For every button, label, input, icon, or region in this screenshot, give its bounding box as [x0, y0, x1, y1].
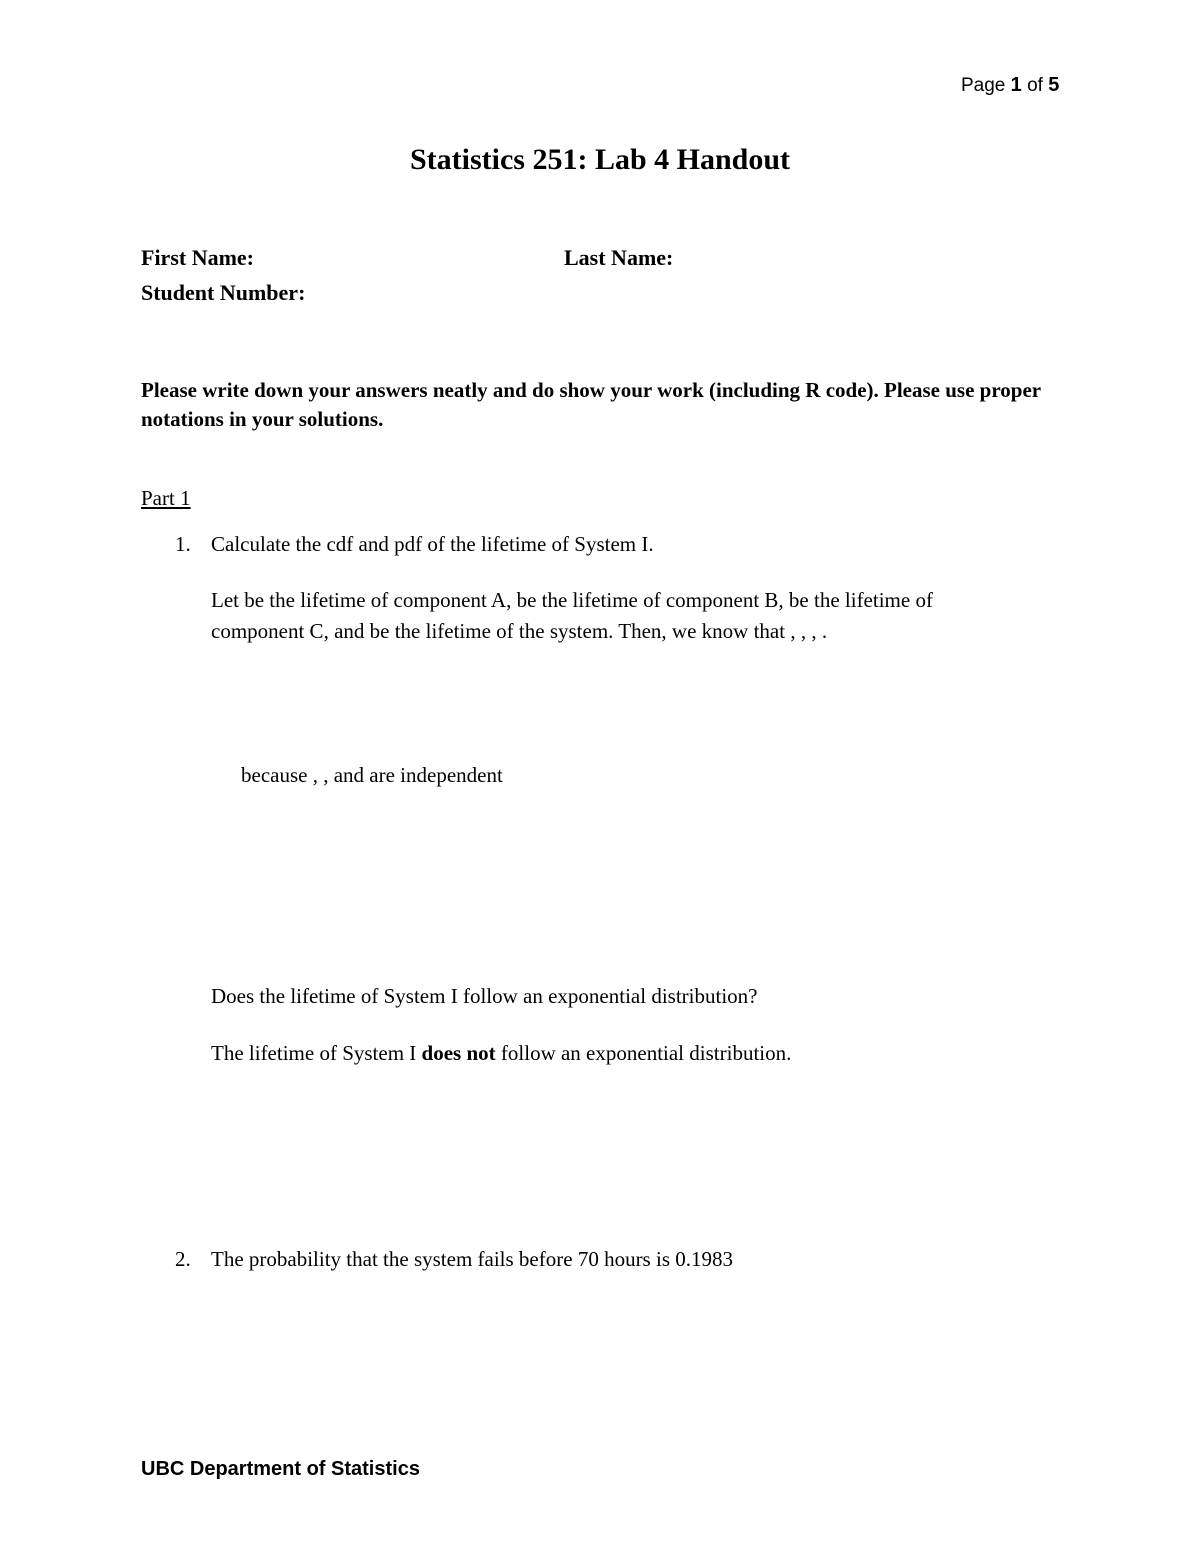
first-name-label: First Name: [141, 245, 255, 270]
instructions: Please write down your answers neatly and do show your work (including R code). Please use proper notations in your solutions. [141, 378, 1041, 431]
followup-answer-after: follow an exponential distribution. [495, 1041, 792, 1065]
last-name-label: Last Name: [564, 245, 674, 270]
question-1-text: Calculate the cdf and pdf of the lifetime of System I. [211, 532, 654, 556]
student-number-label: Student Number: [141, 280, 306, 305]
part-heading: Part 1 [141, 486, 191, 510]
page-word: Page [961, 75, 1006, 96]
followup-question: Does the lifetime of System I follow an exponential distribution? [211, 984, 758, 1008]
question-1-number: 1. [175, 532, 191, 556]
answer-1-line-1: Let be the lifetime of component A, be the lifetime of component B, be the lifetime of [211, 588, 933, 612]
page-of: of [1027, 75, 1043, 96]
page-number [961, 74, 1059, 97]
followup-answer [211, 1041, 791, 1066]
followup-answer-before: The lifetime of System I [211, 1041, 422, 1065]
page-current: 1 [1010, 74, 1022, 96]
answer-1-line-2: component C, and be the lifetime of the system. Then, we know that , , , . [211, 619, 828, 643]
page-total: 5 [1048, 74, 1060, 96]
followup-answer-emphasis: does not [421, 1041, 496, 1065]
question-2-number: 2. [175, 1247, 191, 1271]
question-2-answer: The probability that the system fails before 70 hours is 0.1983 [211, 1247, 733, 1271]
because-line: because , , and are independent [241, 763, 503, 787]
page-title: Statistics 251: Lab 4 Handout [409, 143, 791, 176]
footer-text: UBC Department of Statistics [141, 1458, 420, 1480]
